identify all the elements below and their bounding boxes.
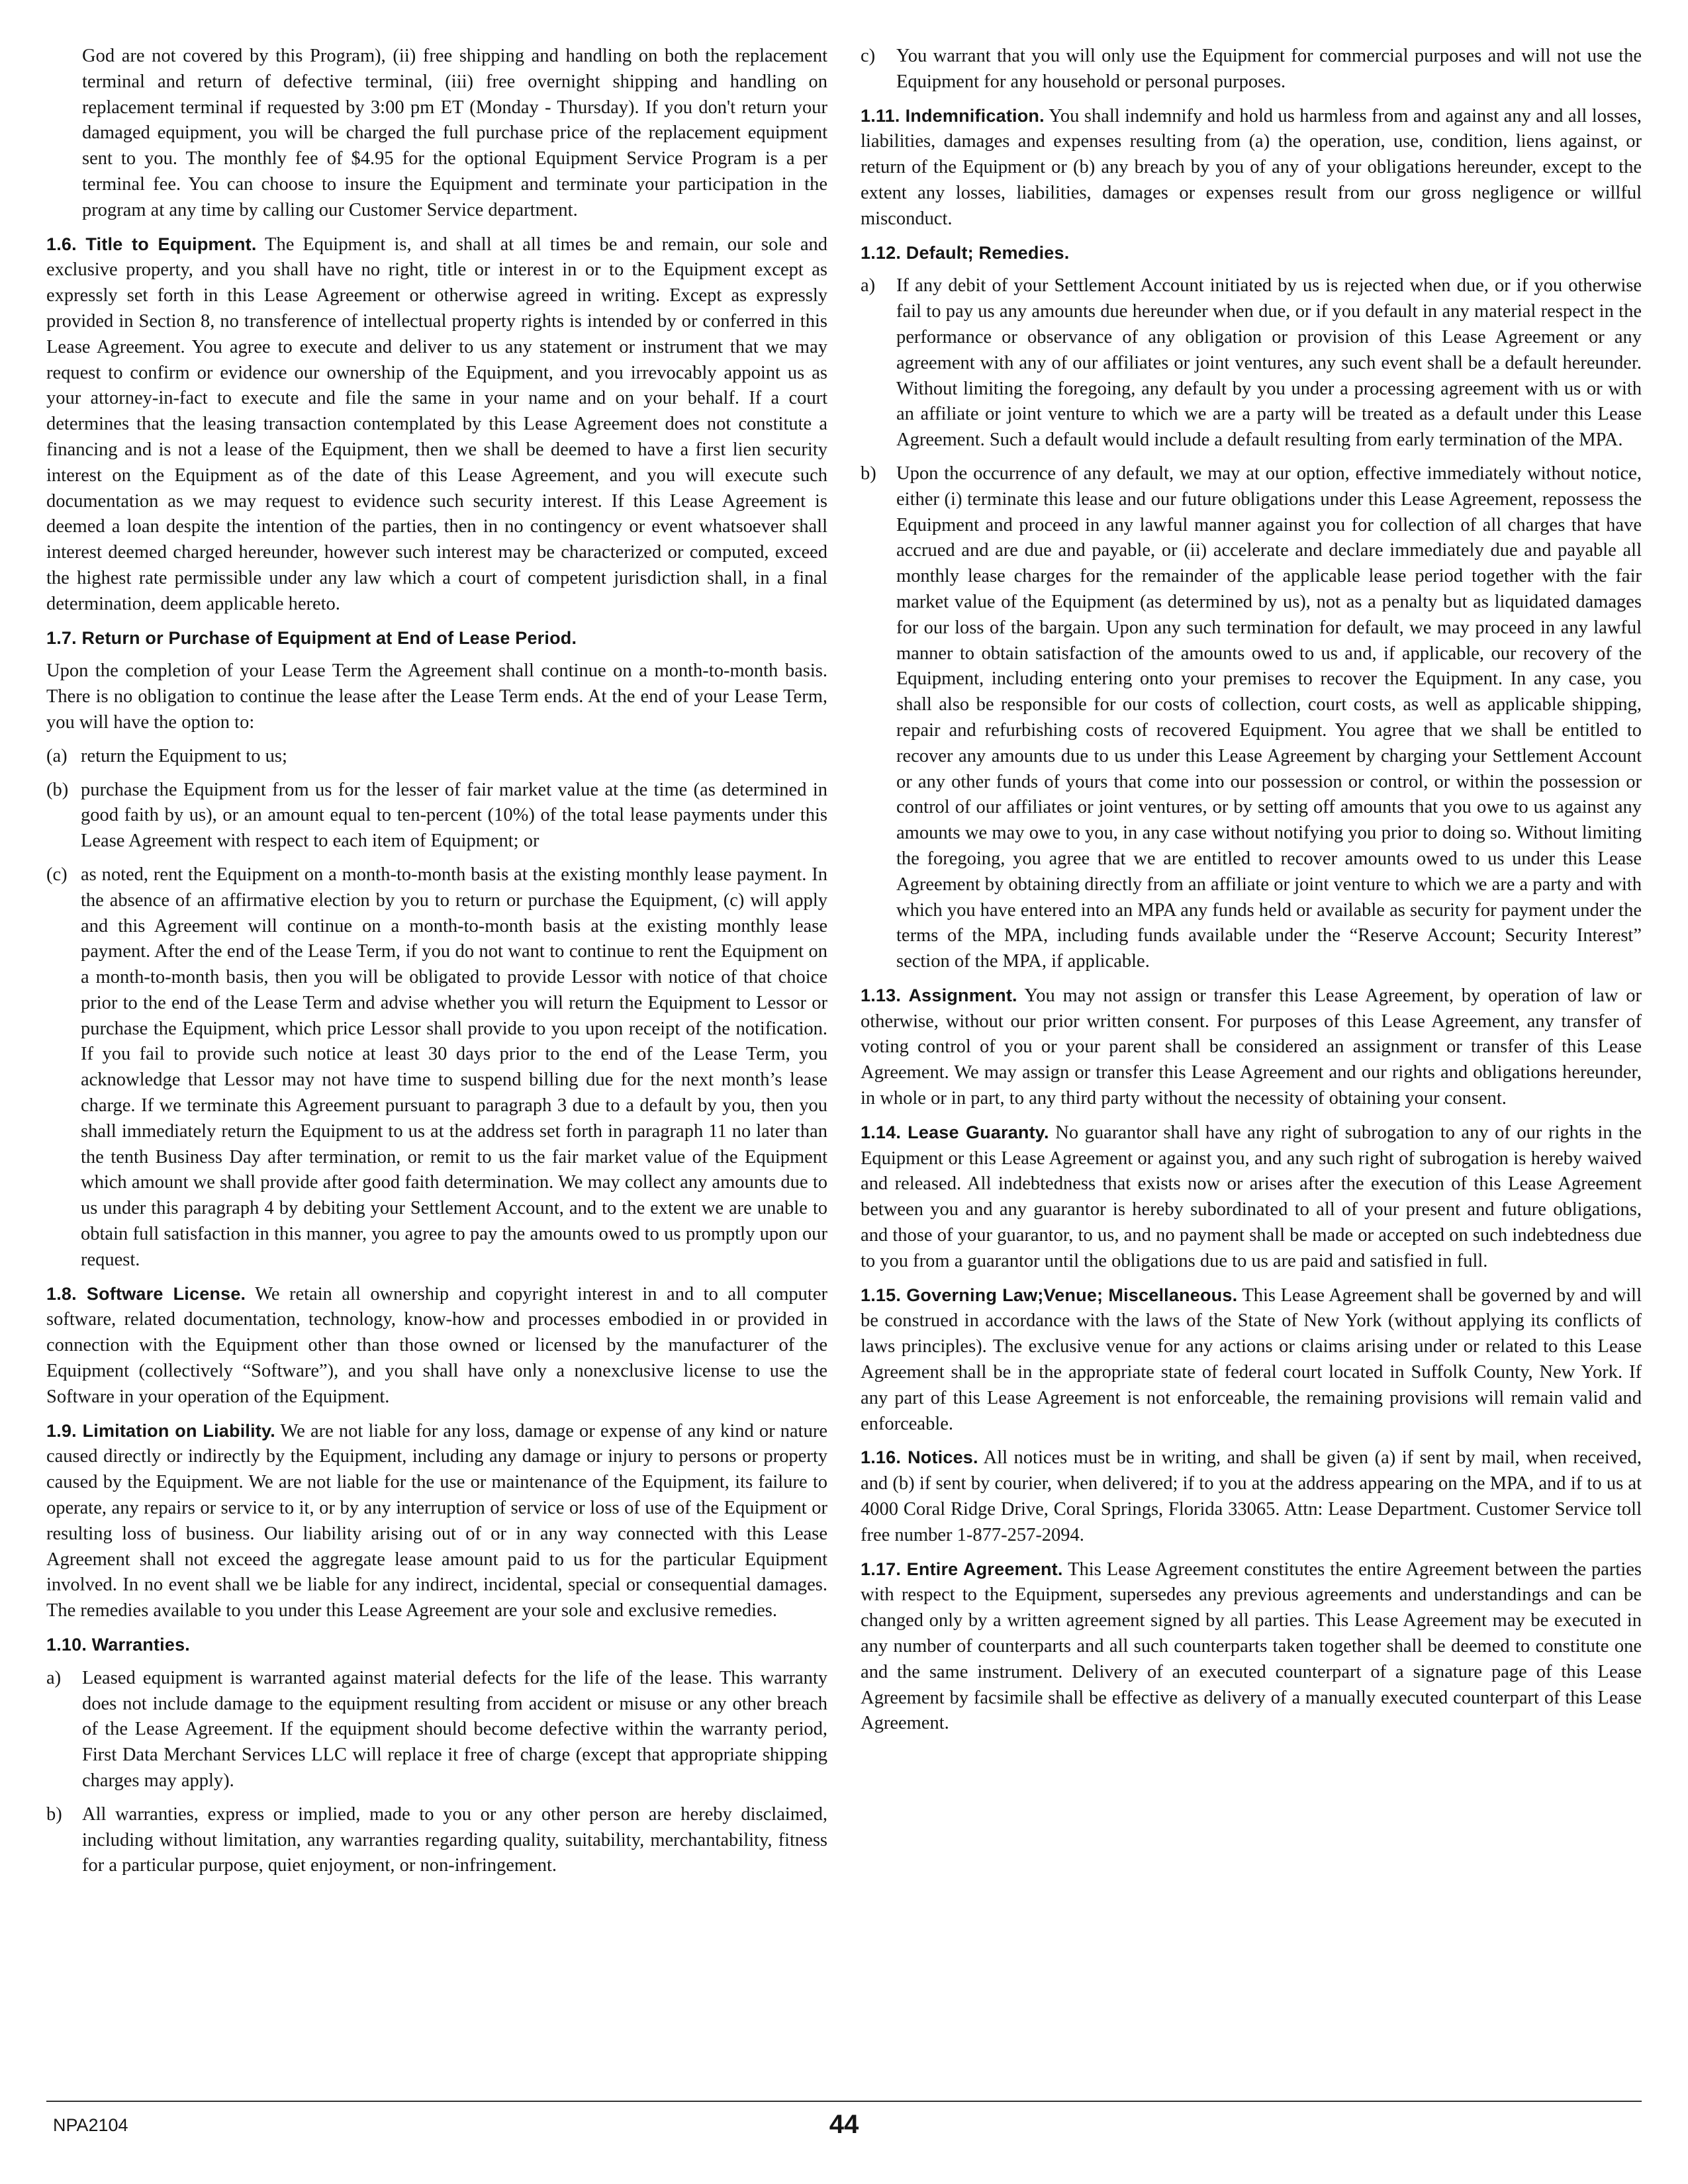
list-item [46, 778, 827, 854]
section-1-6-heading: 1.6. Title to Equipment. [46, 234, 257, 254]
section-1-16-text: All notices must be in writing, and shall be given (a) if sent by mail, when received, and (b) if sent by courier, when delivered; if to you at the address appearing on the MPA, and if to us at 4000 Coral Ridge Drive, Coral Springs, Florida 33065. Attn: Lease Department. Customer Service toll free number 1-877-257-2094. [861, 1447, 1642, 1545]
list-item [46, 1666, 827, 1794]
section-1-15-heading: 1.15. Governing Law;Venue; Miscellaneous. [861, 1285, 1238, 1305]
list-item [861, 461, 1642, 975]
section-1-13 [861, 983, 1642, 1112]
list-item-text: purchase the Equipment from us for the lesser of fair market value at the time (as determined in good faith by us), or an amount equal to ten-percent (10%) of the total lease payments under this Lease Agreement with respect to each item of Equipment; or [81, 779, 827, 852]
section-1-14-text: No guarantor shall have any right of subrogation to any of our rights in the Equipment or this Lease Agreement or against you, and any such right of subrogation is hereby waived and released. All indebtedness that exists now or arises after the execution of this Lease Agreement between you and any guarantor is hereby subordinated to all of your present and future obligations, and those of your guarantor, to us, and no payment shall be made or accepted on such indebtedness due to you from a guarantor until the obligations due to us are paid and satisfied in full. [861, 1122, 1642, 1271]
list-item [861, 44, 1642, 95]
list-item-text: Upon the occurrence of any default, we may at our option, effective immediately without notice, either (i) terminate this lease and our future obligations under this Lease Agreement, repossess the Equipment and proceed in any lawful manner against you for collection of all charges that have accrued and are due and payable, or (ii) accelerate and declare immediately due and payable all monthly lease charges for the remainder of the applicable lease period together with the fair market value of the Equipment (as determined by us), not as a penalty but as liquidated damages for our loss of the bargain. Upon any such termination for default, we may proceed in any lawful manner to obtain satisfaction of the amounts owed to us and, if applicable, our recovery of the Equipment, including entering onto your premises to recover the Equipment. In any case, you shall also be responsible for our costs of collection, court costs, as well as applicable shipping, repair and refurbishing costs of recovered Equipment. You agree that we shall be entitled to recover any amounts due to us under this Lease Agreement by charging your Settlement Account or any other funds of yours that come into our possession or control, or within the possession or control of our affiliates or joint ventures, or by setting off amounts that you owe to us against any amounts we may owe to you, in any case without notifying you prior to doing so. Without limiting the foregoing, you agree that we are entitled to recover amounts owed to us under this Lease Agreement by obtaining directly from an affiliate or joint venture to which we are a party and with which you have entered into an MPA any funds held or available as security for payment under the terms of the MPA, including funds available under the “Reserve Account; Security Interest” section of the MPA, if applicable. [896, 463, 1642, 972]
list-item-label: (a) [46, 745, 68, 766]
section-1-16-heading: 1.16. Notices. [861, 1447, 978, 1468]
section-1-17-heading: 1.17. Entire Agreement. [861, 1559, 1063, 1579]
section-1-9 [46, 1418, 827, 1624]
list-item-label: b) [861, 463, 876, 484]
right-column [861, 44, 1642, 1745]
list-item-label: (c) [46, 864, 68, 885]
section-1-8 [46, 1281, 827, 1410]
section-1-7-heading: 1.7. Return or Purchase of Equipment at End of Lease Period. [46, 627, 577, 648]
section-1-5-continuation: God are not covered by this Program), (ii) free shipping and handling on both the replacement terminal and return of defective terminal, (iii) free overnight shipping and handling on replacement terminal if requested by 3:00 pm ET (Monday - Thursday). If you don't return your damaged equipment, you will be charged the full purchase price of the replacement equipment sent to you. The monthly fee of $4.95 for the optional Equipment Service Program is a per terminal fee. You can choose to insure the Equipment and terminate your participation in the program at any time by calling our Customer Service department. [82, 46, 827, 220]
section-1-11-text: You shall indemnify and hold us harmless from and against any and all losses, liabilities, damages and expenses resulting from (a) the operation, use, condition, liens against, or return of the Equipment or (b) any breach by you of any of your obligations hereunder, except to the extent any losses, liabilities, damages or expenses result from our gross negligence or willful misconduct. [861, 105, 1642, 229]
list-item-text: If any debit of your Settlement Account initiated by us is rejected when due, or if you otherwise fail to pay us any amounts due hereunder when due, or if you default in any material respect in the performance or observance of any obligation or provision of this Lease Agreement or any agreement with any of our affiliates or joint ventures, any such event shall be a default hereunder. Without limiting the foregoing, any default by you under a processing agreement with us or with an affiliate or joint venture to which we are a party will be treated as a default under this Lease Agreement. Such a default would include a default resulting from early termination of the MPA. [896, 275, 1642, 451]
list-item [46, 744, 827, 770]
list-item-text: Leased equipment is warranted against material defects for the life of the lease. This warranty does not include damage to the equipment resulting from accident or misuse or any other breach of the Lease Agreement. If the equipment should become defective within the warranty period, First Data Merchant Services LLC will replace it free of charge (except that appropriate shipping charges may apply). [82, 1667, 827, 1791]
footer-divider [46, 2101, 1642, 2102]
list-item-text: All warranties, express or implied, made to you or any other person are hereby disclaimed, including without limitation, any warranties regarding quality, suitability, merchantability, fitness for a particular purpose, quiet enjoyment, or non-infringement. [82, 1803, 827, 1876]
left-column [46, 44, 827, 1887]
list-item-text: as noted, rent the Equipment on a month-to-month basis at the existing monthly lease payment. In the absence of an affirmative election by you to return or purchase the Equipment, (c) will apply and this Agreement will continue on a month-to-month basis at the existing monthly lease payment. After the end of the Lease Term, if you do not want to continue to rent the Equipment on a month-to-month basis, then you will be obligated to provide Lessor with notice of that choice prior to the end of the Lease Term and advise whether you will return the Equipment to Lessor or purchase the Equipment, which price Lessor shall provide to you upon receipt of the notification. If you fail to provide such notice at least 30 days prior to the end of the Lease Term, you acknowledge that Lessor may not have time to suspend billing due for the next month’s lease charge. If we terminate this Agreement pursuant to paragraph 3 due to a default by you, then you shall immediately return the Equipment to us at the address set forth in paragraph 11 no later than the tenth Business Day after termination, or remit to us the fair market value of the Equipment which amount we shall provide after good faith determination. We may collect any amounts due to us under this paragraph 4 by debiting your Settlement Account, and to the extent we are unable to obtain full satisfaction in this manner, you agree to pay the amounts owed to us promptly upon our request. [81, 864, 827, 1270]
section-1-16 [861, 1445, 1642, 1548]
list-item-label: (b) [46, 779, 69, 800]
section-1-8-text: We retain all ownership and copyright interest in and to all computer software, related documentation, technology, know-how and processes embodied in or provided in connection with the Equipment other than those owned or licensed by the manufacturer of the Equipment (collectively “Software”), and you shall have only a nonexclusive license to use the Software in your operation of the Equipment. [46, 1283, 827, 1407]
section-1-6-text: The Equipment is, and shall at all times be and remain, our sole and exclusive property, and you shall have no right, title or interest in or to the Equipment except as expressly set forth in this Lease Agreement or otherwise agreed in writing. Except as expressly provided in Section 8, no transference of intellectual property rights is intended by or conferred in this Lease Agreement. You agree to execute and deliver to us any statement or instrument that we may request to confirm or evidence our ownership of the Equipment, and you irrevocably appoint us as your attorney-in-fact to execute and file the same in your name and on your behalf. If a court determines that the leasing transaction contemplated by this Lease Agreement does not constitute a financing and is not a lease of the Equipment, then we shall be deemed to have a first lien security interest on the Equipment as of the date of this Lease Agreement, and you will execute such documentation as we may request to evidence such security interest. If this Lease Agreement is deemed a loan despite the intention of the parties, then in no contingency or event whatsoever shall interest deemed charged hereunder, however such interest may be characterized or computed, exceed the highest rate permissible under any law which a court of competent jurisdiction shall, in a final determination, deem applicable hereto. [46, 234, 827, 614]
section-1-13-text: You may not assign or transfer this Lease Agreement, by operation of law or otherwise, without our prior written consent. For purposes of this Lease Agreement, any transfer of voting control of you or your parent shall be considered an assignment or transfer of this Lease Agreement. We may assign or transfer this Lease Agreement and our rights and obligations hereunder, in whole or in part, to any third party without the necessity of obtaining your consent. [861, 985, 1642, 1109]
list-item-label: c) [861, 46, 876, 66]
section-1-17 [861, 1557, 1642, 1737]
page-number: 44 [829, 2110, 859, 2139]
section-1-12-heading: 1.12. Default; Remedies. [861, 242, 1070, 263]
list-item-label: a) [861, 275, 876, 296]
section-1-9-heading: 1.9. Limitation on Liability. [46, 1420, 275, 1441]
footer-document-code: NPA2104 [53, 2115, 128, 2135]
list-item [46, 1802, 827, 1879]
section-1-13-heading: 1.13. Assignment. [861, 985, 1017, 1005]
section-1-15-text: This Lease Agreement shall be governed by and will be construed in accordance with the laws of the State of New York (without applying its conflicts of laws principles). The exclusive venue for any actions or claims arising under or related to this Lease Agreement shall be in the appropriate state of federal court located in Suffolk County, New York. If any part of this Lease Agreement is not enforceable, the remaining provisions will remain valid and enforceable. [861, 1285, 1642, 1434]
list-item [46, 862, 827, 1273]
section-1-7-intro: Upon the completion of your Lease Term the Agreement shall continue on a month-to-month basis. There is no obligation to continue the lease after the Lease Term ends. At the end of your Lease Term, you will have the option to: [46, 660, 827, 733]
list-item [861, 273, 1642, 453]
section-1-10-heading: 1.10. Warranties. [46, 1635, 191, 1655]
section-1-9-text: We are not liable for any loss, damage or expense of any kind or nature caused directly or indirectly by the Equipment, including any damage or injury to persons or property caused by the Equipment. We are not liable for the use or maintenance of the Equipment, its failure to operate, any repairs or service to it, or by any interruption of service or loss of use of the Equipment or resulting loss of business. Our liability arising out of or in any way connected with this Lease Agreement shall not exceed the aggregate lease amount paid to us for the particular Equipment involved. In no event shall we be liable for any indirect, incidental, special or consequential damages. The remedies available to you under this Lease Agreement are your sole and exclusive remedies. [46, 1420, 827, 1621]
section-1-14 [861, 1120, 1642, 1275]
section-1-11 [861, 103, 1642, 232]
section-1-11-heading: 1.11. Indemnification. [861, 105, 1045, 126]
list-item-label: a) [46, 1667, 62, 1688]
list-item-text: You warrant that you will only use the Equipment for commercial purposes and will not use the Equipment for any household or personal purposes. [896, 46, 1642, 92]
section-1-8-heading: 1.8. Software License. [46, 1283, 246, 1304]
list-item-text: return the Equipment to us; [81, 745, 287, 766]
section-1-14-heading: 1.14. Lease Guaranty. [861, 1122, 1049, 1142]
section-1-17-text: This Lease Agreement constitutes the entire Agreement between the parties with respect to the Equipment, supersedes any previous agreements and understandings and can be changed only by a written agreement signed by all parties. This Lease Agreement may be executed in any number of counterparts and all such counterparts taken together shall be deemed to constitute one and the same instrument. Delivery of an executed counterpart of a signature page of this Lease Agreement by facsimile shall be effective as delivery of a manually executed counterpart of this Lease Agreement. [861, 1559, 1642, 1734]
list-item-label: b) [46, 1803, 62, 1825]
section-1-6 [46, 232, 827, 617]
section-1-15 [861, 1283, 1642, 1437]
